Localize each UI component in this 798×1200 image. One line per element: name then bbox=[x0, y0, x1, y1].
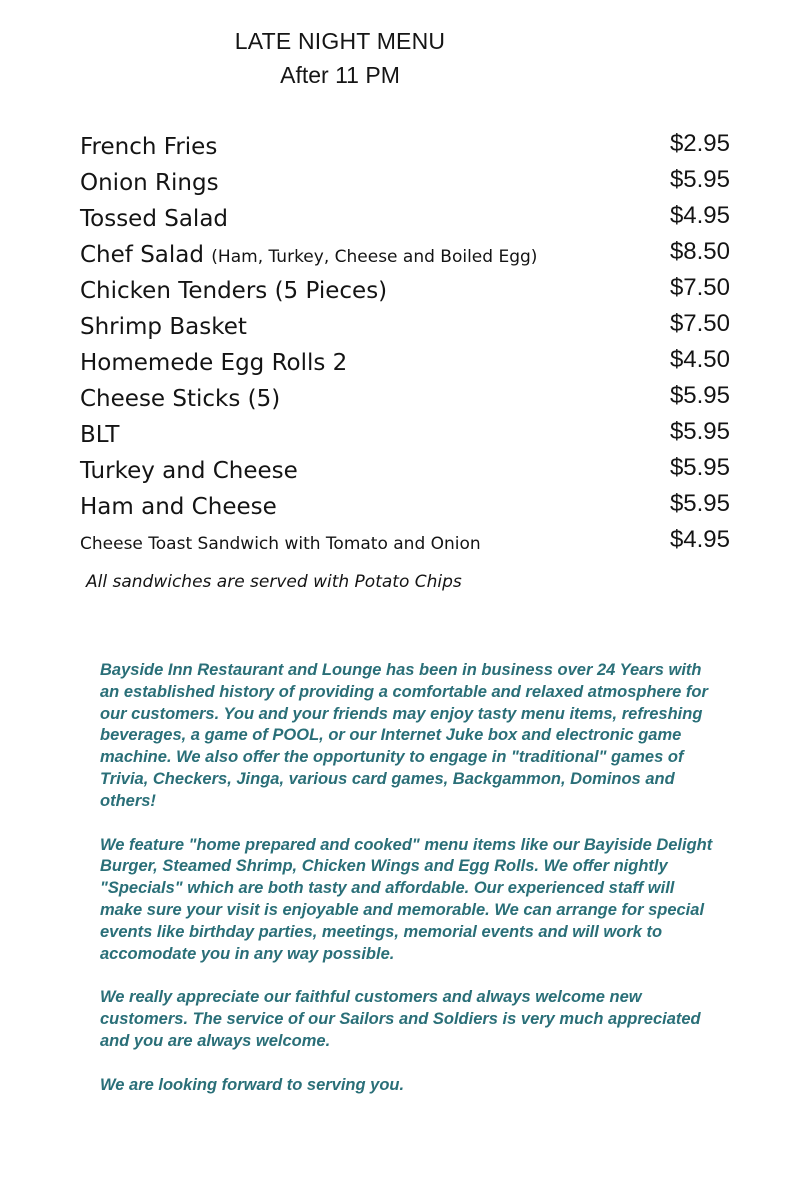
menu-item bbox=[80, 238, 740, 272]
menu-subtitle: After 11 PM bbox=[280, 62, 400, 88]
item-name: Cheese Sticks (5) bbox=[80, 386, 281, 412]
menu-item bbox=[80, 418, 740, 452]
menu-item bbox=[80, 166, 740, 200]
item-price: $8.50 bbox=[669, 238, 730, 265]
item-price: $4.95 bbox=[669, 526, 730, 553]
menu-item bbox=[80, 310, 740, 344]
menu-title: LATE NIGHT MENU bbox=[234, 28, 446, 54]
item-name: Turkey and Cheese bbox=[80, 458, 298, 484]
item-name: Shrimp Basket bbox=[80, 314, 247, 340]
item-note: (Ham, Turkey, Cheese and Boiled Egg) bbox=[211, 247, 538, 267]
menu-item bbox=[80, 454, 740, 488]
menu-item bbox=[80, 526, 740, 560]
item-price: $4.95 bbox=[669, 202, 730, 229]
item-price: $5.95 bbox=[669, 454, 730, 481]
about-paragraph: Bayside Inn Restaurant and Lounge has been in business over 24 Years with an established history of providing a comfortable and relaxed atmosphere for our customers. You and your friends may enjoy tasty menu items, refreshing beverages, a game of POOL, or our Internet Juke box and electronic game machine. We also offer the opportunity to engage in "traditional" games of Trivia, Checkers, Jinga, various card games, Backgammon, Dominos and others! bbox=[100, 661, 708, 810]
about-paragraph: We are looking forward to serving you. bbox=[100, 1075, 405, 1094]
menu-item bbox=[80, 274, 740, 308]
item-name: Onion Rings bbox=[80, 170, 219, 196]
about-paragraph: We really appreciate our faithful customers and always welcome new customers. The service of our Sailors and Soldiers is very much appreciated and you are always welcome. bbox=[100, 988, 701, 1050]
menu-item bbox=[80, 490, 740, 524]
item-name: French Fries bbox=[80, 134, 218, 160]
item-name: Chef Salad (Ham, Turkey, Cheese and Boiled Egg) bbox=[80, 242, 538, 268]
menu-item bbox=[80, 382, 740, 416]
item-price: $7.50 bbox=[669, 274, 730, 301]
sandwich-footnote: All sandwiches are served with Potato Chips bbox=[86, 572, 462, 592]
item-name: BLT bbox=[80, 422, 120, 448]
menu-item bbox=[80, 130, 740, 164]
item-price: $4.50 bbox=[669, 346, 730, 373]
menu-item bbox=[80, 346, 740, 380]
item-price: $5.95 bbox=[669, 418, 730, 445]
item-name: Chicken Tenders (5 Pieces) bbox=[80, 278, 388, 304]
about-paragraph: We feature "home prepared and cooked" menu items like our Bayiside Delight Burger, Steamed Shrimp, Chicken Wings and Egg Rolls. We offer nightly "Specials" which are both tasty and affordable. Our experienced staff will make sure your visit is enjoyable and memorable. We can arrange for special events like birthday parties, meetings, memorial events and will work to accomodate you in any way possible. bbox=[100, 835, 713, 963]
item-price: $5.95 bbox=[669, 382, 730, 409]
item-name: Homemede Egg Rolls 2 bbox=[80, 350, 348, 376]
about-section bbox=[100, 660, 720, 1119]
item-name: Cheese Toast Sandwich with Tomato and Onion bbox=[80, 534, 481, 554]
item-price: $2.95 bbox=[669, 130, 730, 157]
item-price: $7.50 bbox=[669, 310, 730, 337]
item-price: $5.95 bbox=[669, 166, 730, 193]
item-name: Ham and Cheese bbox=[80, 494, 277, 520]
item-price: $5.95 bbox=[669, 490, 730, 517]
item-name: Tossed Salad bbox=[80, 206, 229, 232]
menu-item bbox=[80, 202, 740, 236]
